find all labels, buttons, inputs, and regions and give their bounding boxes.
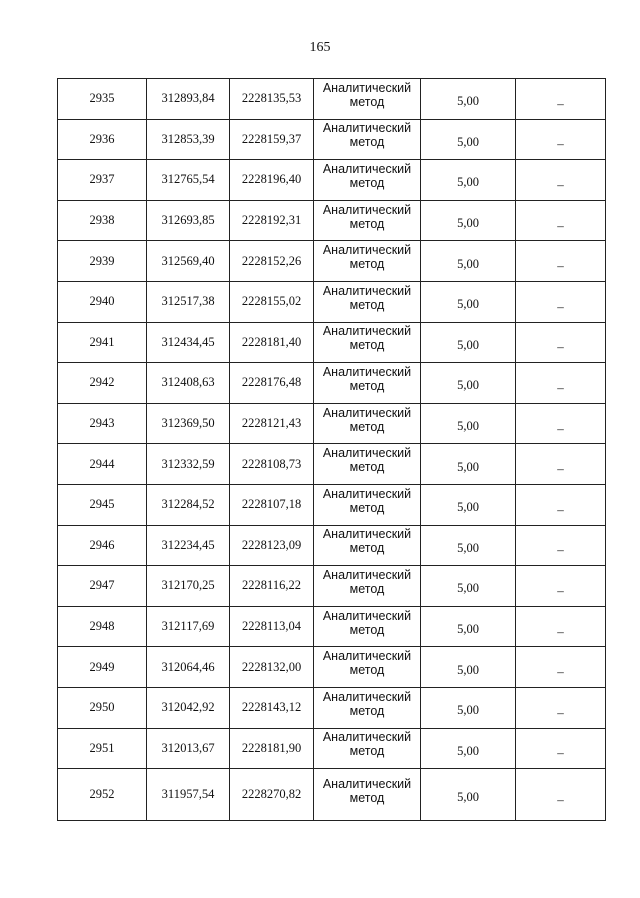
accuracy: 5,00 <box>457 216 479 231</box>
x-coordinate: 312369,50 <box>161 416 215 431</box>
point-number-cell <box>58 525 147 566</box>
point-number-cell <box>58 363 147 404</box>
table-row <box>58 525 606 566</box>
point-number-cell <box>58 160 147 201</box>
y-coordinate: 2228116,22 <box>242 578 301 593</box>
method-cell <box>314 160 421 201</box>
note-cell <box>516 769 606 821</box>
y-coordinate-cell <box>230 728 314 769</box>
method-cell <box>314 484 421 525</box>
table-row <box>58 566 606 607</box>
y-coordinate-cell <box>230 322 314 363</box>
point-number-cell <box>58 687 147 728</box>
accuracy-cell <box>421 119 516 160</box>
note-cell <box>516 566 606 607</box>
note: – <box>557 95 564 111</box>
point-number: 2942 <box>89 375 115 390</box>
accuracy: 5,00 <box>457 94 479 109</box>
method-cell <box>314 566 421 607</box>
accuracy-cell <box>421 322 516 363</box>
accuracy-cell <box>421 79 516 120</box>
accuracy-cell <box>421 484 516 525</box>
method: Аналитический метод <box>322 364 412 393</box>
method-cell <box>314 687 421 728</box>
accuracy: 5,00 <box>457 743 479 758</box>
point-number-cell <box>58 444 147 485</box>
note-cell <box>516 119 606 160</box>
y-coordinate-cell <box>230 769 314 821</box>
accuracy-cell <box>421 566 516 607</box>
accuracy-cell <box>421 403 516 444</box>
x-coordinate-cell <box>147 525 230 566</box>
method-cell <box>314 119 421 160</box>
y-coordinate: 2228121,43 <box>241 416 302 431</box>
note-cell <box>516 647 606 688</box>
y-coordinate: 2228107,18 <box>241 497 302 512</box>
accuracy-cell <box>421 160 516 201</box>
method: Аналитический метод <box>322 689 412 718</box>
accuracy: 5,00 <box>457 256 479 271</box>
y-coordinate: 2228152,26 <box>241 253 302 268</box>
method-cell <box>314 403 421 444</box>
accuracy-cell <box>421 769 516 821</box>
point-number: 2950 <box>89 700 115 715</box>
accuracy-cell <box>421 728 516 769</box>
point-number-cell <box>58 606 147 647</box>
note: – <box>557 379 564 395</box>
method: Аналитический метод <box>322 649 412 678</box>
x-coordinate-cell <box>147 119 230 160</box>
point-number: 2951 <box>89 740 115 755</box>
method-cell <box>314 79 421 120</box>
y-coordinate-cell <box>230 566 314 607</box>
method: Аналитический метод <box>322 405 412 434</box>
table-row <box>58 444 606 485</box>
note-cell <box>516 200 606 241</box>
x-coordinate-cell <box>147 606 230 647</box>
x-coordinate: 312284,52 <box>161 497 215 512</box>
x-coordinate: 312170,25 <box>161 578 215 593</box>
accuracy: 5,00 <box>457 459 479 474</box>
y-coordinate-cell <box>230 241 314 282</box>
x-coordinate: 312853,39 <box>161 131 215 146</box>
table-row <box>58 728 606 769</box>
point-number-cell <box>58 119 147 160</box>
note: – <box>557 501 564 517</box>
accuracy: 5,00 <box>457 540 479 555</box>
point-number: 2949 <box>89 659 115 674</box>
x-coordinate: 312893,84 <box>161 91 215 106</box>
coordinates-table-body <box>58 79 606 821</box>
note: – <box>557 664 564 680</box>
accuracy-cell <box>421 525 516 566</box>
x-coordinate: 312117,69 <box>161 619 215 634</box>
note: – <box>557 339 564 355</box>
y-coordinate: 2228159,37 <box>241 131 302 146</box>
method-cell <box>314 200 421 241</box>
method: Аналитический метод <box>322 161 412 190</box>
note: – <box>557 420 564 436</box>
note: – <box>557 745 564 761</box>
method-cell <box>314 241 421 282</box>
point-number: 2943 <box>89 416 115 431</box>
point-number: 2944 <box>89 456 115 471</box>
table-row <box>58 322 606 363</box>
y-coordinate-cell <box>230 200 314 241</box>
y-coordinate: 2228135,53 <box>241 91 302 106</box>
note: – <box>557 258 564 274</box>
note-cell <box>516 525 606 566</box>
method: Аналитический метод <box>322 776 412 805</box>
x-coordinate-cell <box>147 241 230 282</box>
method: Аналитический метод <box>322 121 412 150</box>
note: – <box>557 298 564 314</box>
x-coordinate-cell <box>147 444 230 485</box>
point-number: 2948 <box>89 619 115 634</box>
point-number-cell <box>58 241 147 282</box>
note: – <box>557 704 564 720</box>
note-cell <box>516 403 606 444</box>
y-coordinate: 2228143,12 <box>241 700 302 715</box>
table-row <box>58 484 606 525</box>
y-coordinate: 2228132,00 <box>241 659 302 674</box>
point-number: 2945 <box>89 497 115 512</box>
table-row <box>58 687 606 728</box>
point-number-cell <box>58 769 147 821</box>
point-number-cell <box>58 403 147 444</box>
accuracy: 5,00 <box>457 419 479 434</box>
table-row <box>58 200 606 241</box>
y-coordinate: 2228192,31 <box>241 213 302 228</box>
x-coordinate: 312693,85 <box>161 213 215 228</box>
accuracy: 5,00 <box>457 662 479 677</box>
point-number-cell <box>58 484 147 525</box>
accuracy: 5,00 <box>457 790 479 805</box>
point-number: 2935 <box>89 91 115 106</box>
x-coordinate: 312517,38 <box>161 294 215 309</box>
point-number-cell <box>58 647 147 688</box>
point-number: 2946 <box>89 537 115 552</box>
point-number-cell <box>58 566 147 607</box>
accuracy-cell <box>421 606 516 647</box>
table-row <box>58 160 606 201</box>
accuracy: 5,00 <box>457 297 479 312</box>
point-number: 2940 <box>89 294 115 309</box>
y-coordinate-cell <box>230 525 314 566</box>
method-cell <box>314 444 421 485</box>
y-coordinate-cell <box>230 687 314 728</box>
table-row <box>58 363 606 404</box>
x-coordinate-cell <box>147 484 230 525</box>
y-coordinate-cell <box>230 403 314 444</box>
method: Аналитический метод <box>322 730 412 759</box>
note-cell <box>516 160 606 201</box>
method-cell <box>314 525 421 566</box>
accuracy: 5,00 <box>457 134 479 149</box>
accuracy-cell <box>421 241 516 282</box>
point-number: 2941 <box>89 334 115 349</box>
point-number: 2947 <box>89 578 115 593</box>
table-row <box>58 119 606 160</box>
coordinates-table <box>57 78 606 821</box>
x-coordinate-cell <box>147 322 230 363</box>
note-cell <box>516 687 606 728</box>
x-coordinate-cell <box>147 728 230 769</box>
y-coordinate: 2228123,09 <box>241 537 302 552</box>
accuracy: 5,00 <box>457 622 479 637</box>
accuracy-cell <box>421 444 516 485</box>
method-cell <box>314 769 421 821</box>
point-number: 2936 <box>89 131 115 146</box>
y-coordinate-cell <box>230 484 314 525</box>
x-coordinate-cell <box>147 687 230 728</box>
method: Аналитический метод <box>322 567 412 596</box>
y-coordinate-cell <box>230 281 314 322</box>
note: – <box>557 623 564 639</box>
x-coordinate: 312569,40 <box>161 253 215 268</box>
y-coordinate: 2228113,04 <box>242 619 301 634</box>
method-cell <box>314 322 421 363</box>
point-number: 2938 <box>89 213 115 228</box>
method-cell <box>314 606 421 647</box>
x-coordinate-cell <box>147 769 230 821</box>
accuracy-cell <box>421 647 516 688</box>
accuracy: 5,00 <box>457 500 479 515</box>
x-coordinate: 312064,46 <box>161 659 215 674</box>
y-coordinate-cell <box>230 647 314 688</box>
x-coordinate-cell <box>147 281 230 322</box>
method: Аналитический метод <box>322 527 412 556</box>
table-row <box>58 79 606 120</box>
y-coordinate-cell <box>230 160 314 201</box>
note: – <box>557 542 564 558</box>
method-cell <box>314 647 421 688</box>
x-coordinate: 311957,54 <box>161 787 215 802</box>
point-number: 2952 <box>89 787 115 802</box>
accuracy: 5,00 <box>457 581 479 596</box>
note-cell <box>516 281 606 322</box>
x-coordinate-cell <box>147 363 230 404</box>
note-cell <box>516 728 606 769</box>
page-number: 165 <box>309 40 331 55</box>
point-number-cell <box>58 200 147 241</box>
y-coordinate-cell <box>230 444 314 485</box>
y-coordinate-cell <box>230 79 314 120</box>
x-coordinate: 312408,63 <box>161 375 215 390</box>
accuracy-cell <box>421 200 516 241</box>
x-coordinate: 312765,54 <box>161 172 215 187</box>
x-coordinate: 312234,45 <box>161 537 215 552</box>
table-row <box>58 606 606 647</box>
note: – <box>557 176 564 192</box>
note: – <box>557 791 564 807</box>
note-cell <box>516 363 606 404</box>
y-coordinate: 2228155,02 <box>241 294 302 309</box>
x-coordinate-cell <box>147 200 230 241</box>
accuracy-cell <box>421 687 516 728</box>
note-cell <box>516 606 606 647</box>
note-cell <box>516 444 606 485</box>
note-cell <box>516 322 606 363</box>
method-cell <box>314 728 421 769</box>
x-coordinate: 312332,59 <box>161 456 215 471</box>
x-coordinate-cell <box>147 566 230 607</box>
method: Аналитический метод <box>322 243 412 272</box>
accuracy: 5,00 <box>457 703 479 718</box>
method: Аналитический метод <box>322 202 412 231</box>
table-row <box>58 647 606 688</box>
table-row <box>58 281 606 322</box>
x-coordinate-cell <box>147 79 230 120</box>
x-coordinate: 312434,45 <box>161 334 215 349</box>
method: Аналитический метод <box>322 324 412 353</box>
point-number: 2937 <box>89 172 115 187</box>
method-cell <box>314 363 421 404</box>
method: Аналитический метод <box>322 486 412 515</box>
table-row <box>58 403 606 444</box>
y-coordinate-cell <box>230 119 314 160</box>
x-coordinate: 312042,92 <box>161 700 215 715</box>
accuracy: 5,00 <box>457 378 479 393</box>
note-cell <box>516 241 606 282</box>
point-number-cell <box>58 281 147 322</box>
point-number-cell <box>58 79 147 120</box>
note: – <box>557 217 564 233</box>
table-row <box>58 769 606 821</box>
y-coordinate: 2228270,82 <box>241 787 302 802</box>
y-coordinate: 2228176,48 <box>241 375 302 390</box>
y-coordinate: 2228108,73 <box>241 456 302 471</box>
method: Аналитический метод <box>322 608 412 637</box>
note: – <box>557 582 564 598</box>
x-coordinate: 312013,67 <box>161 740 215 755</box>
note-cell <box>516 79 606 120</box>
note: – <box>557 461 564 477</box>
method: Аналитический метод <box>322 446 412 475</box>
y-coordinate-cell <box>230 363 314 404</box>
point-number: 2939 <box>89 253 115 268</box>
point-number-cell <box>58 322 147 363</box>
accuracy: 5,00 <box>457 337 479 352</box>
x-coordinate-cell <box>147 647 230 688</box>
y-coordinate: 2228181,90 <box>241 740 302 755</box>
point-number-cell <box>58 728 147 769</box>
method-cell <box>314 281 421 322</box>
y-coordinate-cell <box>230 606 314 647</box>
accuracy-cell <box>421 281 516 322</box>
table-row <box>58 241 606 282</box>
x-coordinate-cell <box>147 403 230 444</box>
accuracy-cell <box>421 363 516 404</box>
y-coordinate: 2228181,40 <box>241 334 302 349</box>
y-coordinate: 2228196,40 <box>241 172 302 187</box>
note: – <box>557 136 564 152</box>
method: Аналитический метод <box>322 283 412 312</box>
x-coordinate-cell <box>147 160 230 201</box>
accuracy: 5,00 <box>457 175 479 190</box>
method: Аналитический метод <box>322 80 412 109</box>
note-cell <box>516 484 606 525</box>
